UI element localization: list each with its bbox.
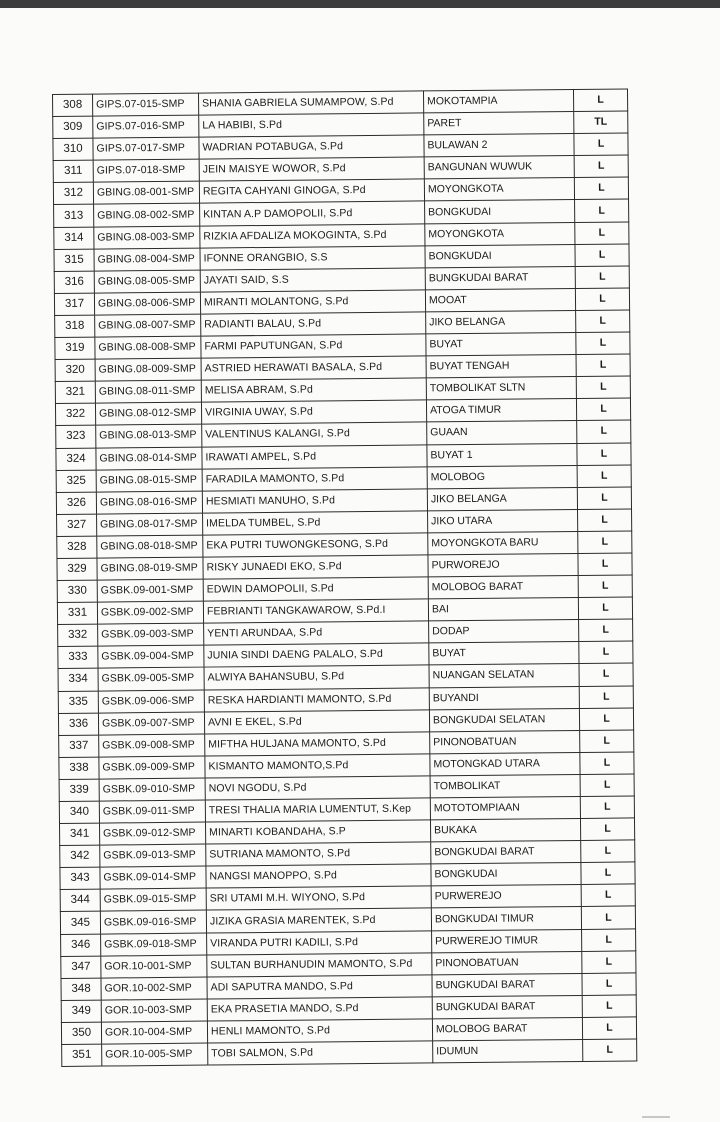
teacher-name: RISKY JUNAEDI EKO, S.Pd [203,555,428,579]
status-mark: L [574,155,628,178]
school-location: MOLOBOG BARAT [428,576,578,600]
status-mark: L [580,730,634,753]
row-number: 318 [55,315,95,337]
participant-code: GOR.10-001-SMP [101,955,207,978]
school-location: BAI [428,598,578,622]
status-mark: L [580,818,634,841]
participant-code: GOR.10-002-SMP [101,977,207,1000]
status-mark: L [574,177,628,200]
status-mark: L [578,509,632,532]
school-location: BONGKUDAI TIMUR [431,907,581,931]
row-number: 312 [53,182,93,204]
participant-code: GOR.10-005-SMP [102,1043,208,1066]
teacher-name: EKA PUTRI TUWONGKESONG, S.Pd [203,533,428,557]
school-location: GUAAN [427,421,577,445]
status-mark: L [577,442,631,465]
row-number: 339 [59,779,99,801]
participant-code: GBING.08-019-SMP [97,557,203,580]
participant-code: GSBK.09-006-SMP [98,690,204,713]
participant-code: GIPS.07-018-SMP [93,159,199,182]
row-number: 350 [61,1022,101,1044]
row-number: 325 [56,470,96,492]
school-location: BONGKUDAI [431,863,581,887]
school-location: ATOGA TIMUR [426,399,576,423]
school-location: BONGKUDAI [425,244,575,268]
school-location: IDUMUN [433,1039,583,1063]
row-number: 333 [58,646,98,668]
row-number: 326 [56,492,96,514]
teacher-name: IFONNE ORANGBIO, S.S [200,246,425,270]
row-number: 313 [54,205,94,227]
school-location: TOMBOLIKAT SLTN [426,377,576,401]
school-location: BULAWAN 2 [424,134,574,158]
teacher-name: RADIANTI BALAU, S.Pd [201,312,426,336]
teacher-name: TOBI SALMON, S.Pd [208,1041,433,1065]
row-number: 322 [55,403,95,425]
teacher-name: FARMI PAPUTUNGAN, S.Pd [201,334,426,358]
status-mark: L [573,89,627,112]
teacher-name: NOVI NGODU, S.Pd [205,776,430,800]
school-location: BUKAKA [430,819,580,843]
status-mark: L [575,266,629,289]
status-mark: L [581,840,635,863]
teacher-name: REGITA CAHYANI GINOGA, S.Pd [199,179,424,203]
status-mark: L [575,222,629,245]
participant-code: GSBK.09-003-SMP [98,623,204,646]
school-location: PURWEREJO TIMUR [432,929,582,953]
participant-code: GSBK.09-009-SMP [99,756,205,779]
roster-body [53,89,637,1067]
status-mark: L [579,619,633,642]
teacher-name: YENTI ARUNDAA, S.Pd [204,621,429,645]
teacher-name: LA HABIBI, S.Pd [199,113,424,137]
row-number: 323 [56,426,96,448]
status-mark: L [582,973,636,996]
participant-code: GSBK.09-011-SMP [99,800,205,823]
school-location: BONGKUDAI SELATAN [429,708,579,732]
teacher-name: KISMANTO MAMONTO,S.Pd [205,754,430,778]
row-number: 349 [61,1000,101,1022]
status-mark: L [575,244,629,267]
school-location: MOYONGKOTA BARU [428,531,578,555]
row-number: 320 [55,359,95,381]
school-location: MOTONGKAD UTARA [430,752,580,776]
status-mark: L [579,685,633,708]
teacher-name: WADRIAN POTABUGA, S.Pd [199,135,424,159]
school-location: PURWEREJO [431,885,581,909]
participant-code: GSBK.09-016-SMP [100,911,206,934]
teacher-name: SRI UTAMI M.H. WIYONO, S.Pd [206,886,431,910]
status-mark: L [583,1039,637,1062]
teacher-name: VIRANDA PUTRI KADILI, S.Pd [207,930,432,954]
teacher-name: VALENTINUS KALANGI, S.Pd [202,422,427,446]
status-mark: L [578,575,632,598]
status-mark: L [575,288,629,311]
row-number: 337 [59,735,99,757]
status-mark: L [582,951,636,974]
row-number: 345 [60,912,100,934]
teacher-name: VIRGINIA UWAY, S.Pd [201,400,426,424]
participant-code: GBING.08-003-SMP [94,226,200,249]
row-number: 346 [61,934,101,956]
school-location: PINONOBATUAN [430,730,580,754]
school-location: BUYANDI [429,686,579,710]
teacher-name: JIZIKA GRASIA MARENTEK, S.Pd [206,908,431,932]
teacher-name: MIRANTI MOLANTONG, S.Pd [200,290,425,314]
participant-code: GBING.08-018-SMP [97,535,203,558]
school-location: BUNGKUDAI BARAT [432,995,582,1019]
participant-code: GOR.10-004-SMP [101,1021,207,1044]
participant-code: GBING.08-005-SMP [94,270,200,293]
row-number: 338 [59,757,99,779]
teacher-name: ADI SAPUTRA MANDO, S.Pd [207,975,432,999]
school-location: BUYAT [426,333,576,357]
participant-code: GBING.08-017-SMP [97,513,203,536]
row-number: 331 [57,602,97,624]
status-mark: L [576,310,630,333]
school-location: BONGKUDAI [425,200,575,224]
teacher-name: JEIN MAISYE WOWOR, S.Pd [199,157,424,181]
participant-code: GBING.08-001-SMP [93,181,199,204]
status-mark: L [580,752,634,775]
school-location: BUNGKUDAI BARAT [432,973,582,997]
participant-code: GBING.08-013-SMP [96,424,202,447]
participant-code: GBING.08-006-SMP [94,292,200,315]
status-mark: L [579,641,633,664]
school-location: MOLOBOG [427,465,577,489]
school-location: MOKOTAMPIA [423,89,573,113]
participant-code: GBING.08-014-SMP [96,447,202,470]
participant-code: GBING.08-007-SMP [95,314,201,337]
teacher-name: RIZKIA AFDALIZA MOKOGINTA, S.Pd [200,223,425,247]
school-location: MOOAT [425,288,575,312]
teacher-name: JUNIA SINDI DAENG PALALO, S.Pd [204,643,429,667]
row-number: 341 [60,823,100,845]
school-location: BUYAT [429,642,579,666]
school-location: BONGKUDAI BARAT [431,841,581,865]
status-mark: L [581,906,635,929]
school-location: MOYONGKOTA [425,222,575,246]
teacher-name: TRESI THALIA MARIA LUMENTUT, S.Kep [205,798,430,822]
status-mark: L [578,531,632,554]
school-location: PINONOBATUAN [432,951,582,975]
row-number: 348 [61,978,101,1000]
row-number: 311 [53,160,93,182]
teacher-name: MELISA ABRAM, S.Pd [201,378,426,402]
school-location: MOLOBOG BARAT [432,1017,582,1041]
status-mark: L [579,663,633,686]
participant-code: GSBK.09-015-SMP [100,888,206,911]
school-location: PURWOREJO [428,553,578,577]
participant-code: GIPS.07-015-SMP [93,93,199,116]
row-number: 332 [58,624,98,646]
row-number: 344 [60,889,100,911]
participant-code: GSBK.09-018-SMP [101,933,207,956]
row-number: 334 [58,669,98,691]
school-location: BANGUNAN WUWUK [424,156,574,180]
participant-code: GIPS.07-017-SMP [93,137,199,160]
teacher-name: IRAWATI AMPEL, S.Pd [202,444,427,468]
teacher-name: KINTAN A.P DAMOPOLII, S.Pd [200,201,425,225]
participant-code: GBING.08-015-SMP [96,469,202,492]
teacher-name: HESMIATI MANUHO, S.Pd [202,489,427,513]
row-number: 327 [57,514,97,536]
status-mark: L [574,133,628,156]
row-number: 308 [53,94,93,116]
row-number: 335 [58,691,98,713]
row-number: 315 [54,249,94,271]
row-number: 330 [57,580,97,602]
status-mark: L [581,884,635,907]
participant-code: GSBK.09-004-SMP [98,645,204,668]
school-location: TOMBOLIKAT [430,774,580,798]
teacher-name: JAYATI SAID, S.S [200,268,425,292]
teacher-name: MIFTHA HULJANA MAMONTO, S.Pd [205,732,430,756]
participant-code: GBING.08-016-SMP [96,491,202,514]
school-location: MOYONGKOTA [424,178,574,202]
teacher-name: SUTRIANA MAMONTO, S.Pd [206,842,431,866]
participant-code: GSBK.09-008-SMP [99,734,205,757]
participant-code: GBING.08-008-SMP [95,336,201,359]
status-mark: L [582,995,636,1018]
viewer-top-bar [0,0,720,8]
document-page [0,8,720,1122]
row-number: 314 [54,227,94,249]
status-mark: L [579,708,633,731]
participant-code: GBING.08-011-SMP [95,380,201,403]
teacher-name: AVNI E EKEL, S.Pd [204,710,429,734]
participant-code: GBING.08-004-SMP [94,248,200,271]
page-indicator [642,1116,670,1118]
status-mark: L [580,796,634,819]
row-number: 316 [54,271,94,293]
participant-code: GIPS.07-016-SMP [93,115,199,138]
participant-code: GBING.08-002-SMP [94,204,200,227]
teacher-name: RESKA HARDIANTI MAMONTO, S.Pd [204,687,429,711]
school-location: JIKO BELANGA [427,487,577,511]
teacher-name: HENLI MAMONTO, S.Pd [207,1019,432,1043]
participant-code: GOR.10-003-SMP [101,999,207,1022]
teacher-roster-table [52,88,637,1067]
teacher-name: MINARTI KOBANDAHA, S.P [205,820,430,844]
status-mark: L [575,199,629,222]
row-number: 343 [60,867,100,889]
status-mark: L [577,420,631,443]
status-mark: L [576,376,630,399]
row-number: 347 [61,956,101,978]
row-number: 317 [54,293,94,315]
teacher-name: NANGSI MANOPPO, S.Pd [206,864,431,888]
row-number: 329 [57,558,97,580]
participant-code: GSBK.09-001-SMP [97,579,203,602]
row-number: 328 [57,536,97,558]
row-number: 342 [60,845,100,867]
row-number: 321 [55,381,95,403]
row-number: 309 [53,116,93,138]
row-number: 340 [59,801,99,823]
teacher-name: ALWIYA BAHANSUBU, S.Pd [204,665,429,689]
participant-code: GSBK.09-010-SMP [99,778,205,801]
status-mark: L [582,1017,636,1040]
school-location: PARET [424,112,574,136]
teacher-name: FEBRIANTI TANGKAWAROW, S.Pd.I [203,599,428,623]
participant-code: GSBK.09-007-SMP [98,712,204,735]
status-mark: L [576,354,630,377]
row-number: 351 [62,1044,102,1066]
participant-code: GBING.08-012-SMP [95,402,201,425]
status-mark: L [577,465,631,488]
status-mark: L [581,862,635,885]
school-location: JIKO BELANGA [426,310,576,334]
school-location: BUNGKUDAI BARAT [425,266,575,290]
participant-code: GBING.08-009-SMP [95,358,201,381]
status-mark: L [578,597,632,620]
participant-code: GSBK.09-002-SMP [97,601,203,624]
participant-code: GSBK.09-014-SMP [100,866,206,889]
status-mark: L [580,774,634,797]
teacher-name: IMELDA TUMBEL, S.Pd [203,511,428,535]
teacher-name: SHANIA GABRIELA SUMAMPOW, S.Pd [198,91,423,115]
status-mark: L [576,398,630,421]
teacher-name: ASTRIED HERAWATI BASALA, S.Pd [201,356,426,380]
participant-code: GSBK.09-013-SMP [100,844,206,867]
row-number: 319 [55,337,95,359]
row-number: 336 [58,713,98,735]
participant-code: GSBK.09-012-SMP [100,822,206,845]
status-mark: L [578,553,632,576]
school-location: DODAP [429,620,579,644]
school-location: JIKO UTARA [428,509,578,533]
school-location: BUYAT TENGAH [426,355,576,379]
teacher-name: EKA PRASETIA MANDO, S.Pd [207,997,432,1021]
school-location: MOTOTOMPIAAN [430,796,580,820]
school-location: BUYAT 1 [427,443,577,467]
teacher-name: SULTAN BURHANUDIN MAMONTO, S.Pd [207,953,432,977]
status-mark: L [582,928,636,951]
participant-code: GSBK.09-005-SMP [98,668,204,691]
teacher-name: FARADILA MAMONTO, S.Pd [202,467,427,491]
school-location: NUANGAN SELATAN [429,664,579,688]
status-mark: L [577,487,631,510]
status-mark: L [576,332,630,355]
row-number: 310 [53,138,93,160]
status-mark: TL [574,111,628,134]
teacher-name: EDWIN DAMOPOLII, S.Pd [203,577,428,601]
row-number: 324 [56,448,96,470]
